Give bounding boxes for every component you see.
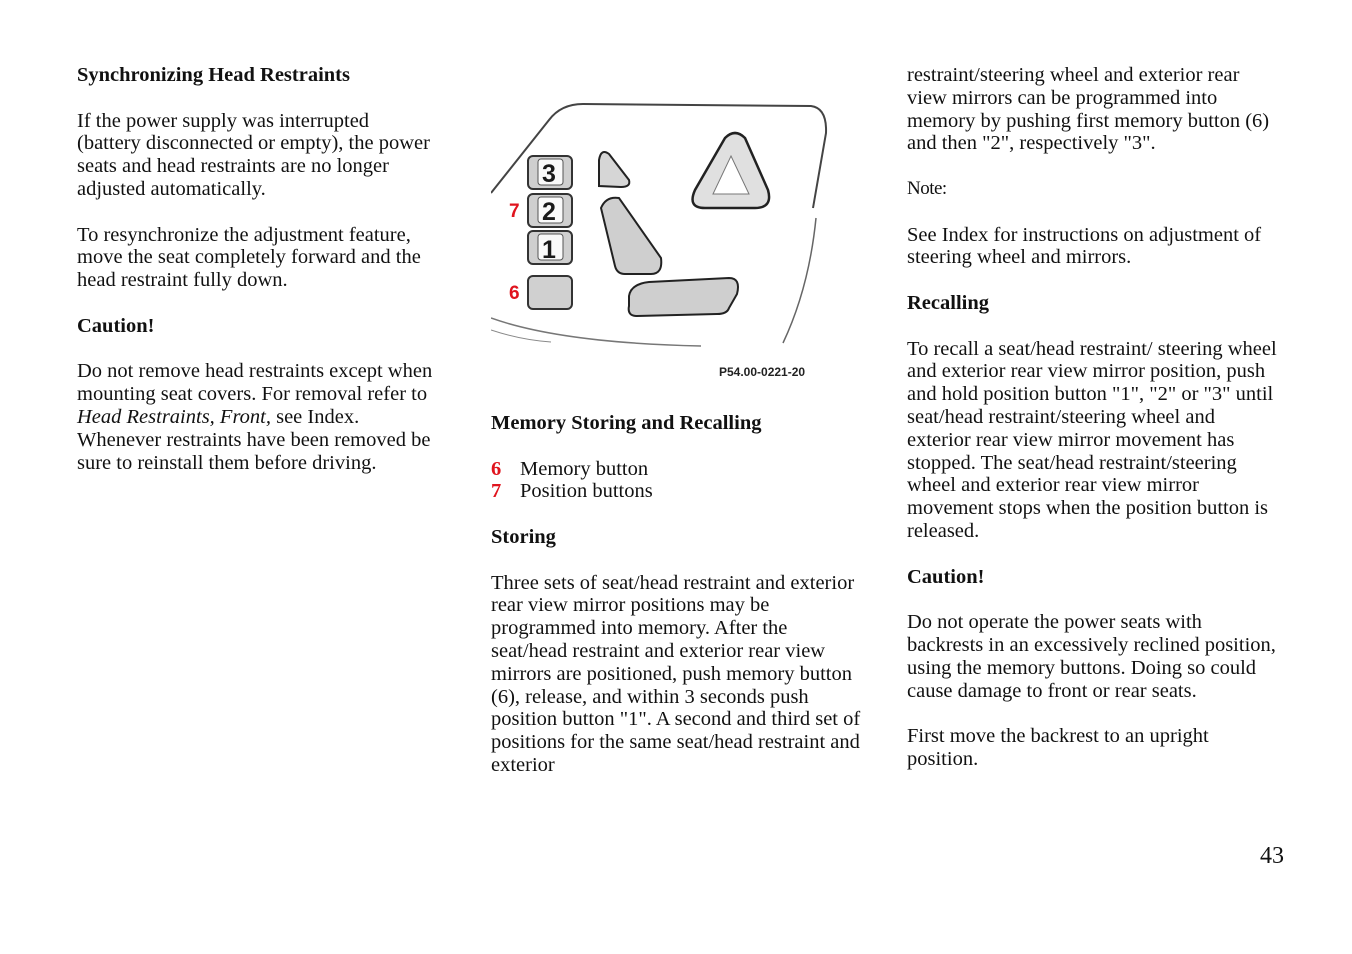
position-button-3[interactable] [528, 156, 572, 189]
head-restraint-switch[interactable] [599, 152, 629, 187]
paragraph-recalling: To recall a seat/head restraint/ steering wheel and exterior rear view mirror position, push and hold position button "1", "2" or "3" until seat/head restraint/steering wheel and exterior rear view mirror movement has stopped. The seat/head restraint/steering wheel and exterior rear view mirror movement stops when the position button is released. [907, 337, 1277, 542]
heading-caution-2: Caution! [907, 565, 985, 588]
heading-synchronizing-head-restraints: Synchronizing Head Restraints [77, 64, 350, 86]
position-button-2[interactable] [528, 194, 572, 227]
paragraph-power-supply: If the power supply was interrupted (battery disconnected or empty), the power seats and head restraints are no longer adjusted automatically. [77, 109, 430, 200]
legend-number: 6 [491, 457, 502, 480]
heading-caution: Caution! [77, 314, 155, 337]
legend-label: Memory button [520, 457, 649, 480]
paragraph-note: See Index for instructions on adjustment of steering wheel and mirrors. [907, 223, 1262, 269]
backrest-switch[interactable] [601, 198, 661, 274]
heading-storing: Storing [491, 525, 556, 548]
note-label: Note: [907, 177, 947, 199]
page-number: 43 [1260, 843, 1284, 869]
paragraph-caution [77, 360, 437, 474]
legend-label: Position buttons [520, 480, 653, 503]
column-left [77, 64, 437, 497]
paragraph-caution-2: Do not operate the power seats with backrests in an excessively reclined position, using the memory buttons. Doing so could cause damage to front or rear seats. [907, 611, 1276, 702]
figure-code: P54.00-0221-20 [719, 365, 806, 379]
door-panel-bottom-line [491, 318, 701, 346]
door-panel-inner-line [783, 218, 816, 343]
caution-text-start: Do not remove head restraints except when mounting seat covers. For removal refer to [77, 360, 433, 406]
heading-recalling: Recalling [907, 291, 989, 314]
paragraph-upright-position: First move the backrest to an upright position. [907, 725, 1209, 770]
button-1-label: 1 [542, 236, 556, 264]
legend-item [491, 480, 861, 503]
position-button-1[interactable] [528, 231, 572, 264]
column-middle [491, 412, 861, 800]
legend-number: 7 [491, 480, 502, 503]
paragraph-storing-continuation: restraint/steering wheel and exterior rear view mirrors can be programmed into memory by pushing first memory button (6) and then "2", respectively "3". [907, 64, 1270, 155]
heading-memory-storing-recalling: Memory Storing and Recalling [491, 412, 762, 434]
caution-text-end: see Index. Whenever restraints have been removed be sure to reinstall them before driving. [77, 405, 431, 474]
caution-reference: Head Restraints, Front, [77, 405, 271, 428]
paragraph-resynchronize: To resynchronize the adjustment feature, move the seat completely forward and the head restraint fully down. [77, 223, 421, 292]
seat-cushion-switch[interactable] [629, 278, 738, 316]
legend [491, 458, 861, 504]
callout-6: 6 [509, 283, 520, 304]
legend-item [491, 458, 861, 481]
column-right [907, 64, 1277, 794]
memory-button[interactable] [528, 276, 572, 309]
memory-buttons-figure [491, 98, 836, 382]
paragraph-storing: Three sets of seat/head restraint and exterior rear view mirror positions may be programmed into memory. After the seat/head restraint and exterior rear view mirrors are positioned, push memory button (6), release, and within 3 seconds push position button "1". A second and third set of positions for the same seat/head restraint and exterior [491, 571, 861, 776]
button-3-label: 3 [542, 160, 556, 188]
callout-7: 7 [509, 201, 520, 222]
button-2-label: 2 [542, 198, 556, 226]
